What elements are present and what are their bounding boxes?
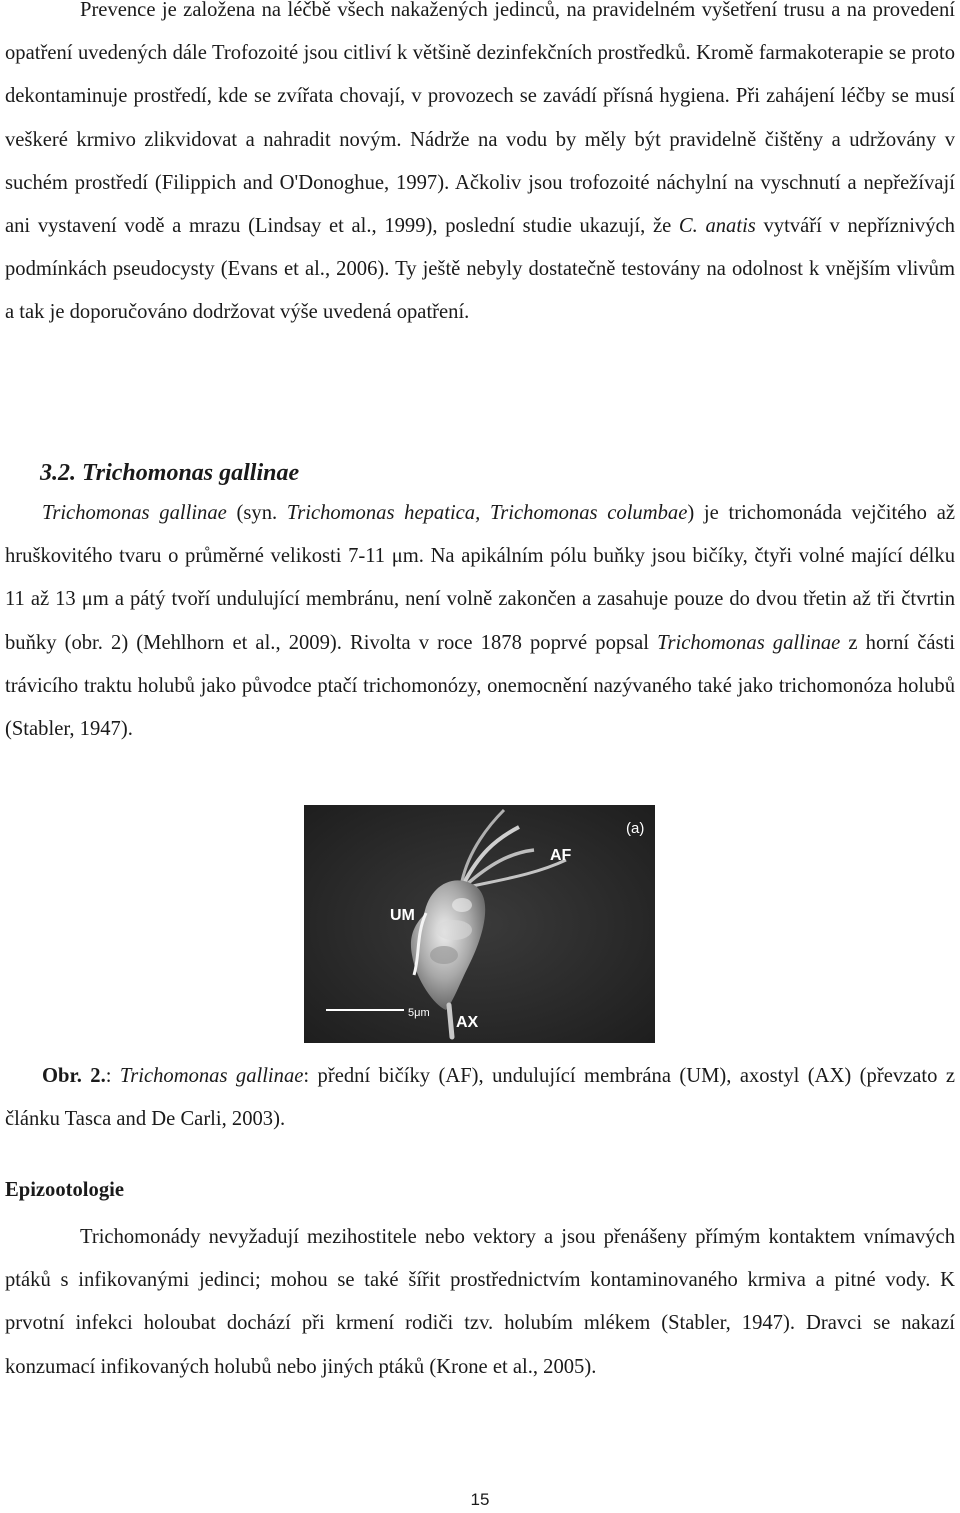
page-number: 15 bbox=[470, 1490, 490, 1509]
cell-texture-shape bbox=[452, 898, 472, 912]
caption-separator: : bbox=[105, 1065, 120, 1087]
paragraph-prevention bbox=[5, 0, 955, 335]
species-name: Trichomonas gallinae bbox=[42, 502, 227, 524]
caption-label: Obr. 2. bbox=[42, 1065, 106, 1087]
cell-texture-shape bbox=[436, 920, 472, 940]
axostyle-shape bbox=[449, 1005, 452, 1037]
cell-texture-shape bbox=[430, 946, 458, 964]
paragraph-epizootology: Trichomonády nevyžadují mezihostitele nebo vektory a jsou přenášeny přímým kontaktem vnímavých ptáků s infikovanými jedinci; mohou se také šířit prostřednictvím kontaminovaného krmiva a pitné vody. K prvotní infekci holoubat dochází při krmení rodiči tzv. holubím mlékem (Stabler, 1947). Dravci se nakazí konzumací infikovaných holubů nebo jiných ptáků (Krone et al., 2005). bbox=[5, 1226, 955, 1378]
species-name: Trichomonas gallinae bbox=[657, 631, 841, 654]
section-heading: 3.2. Trichomonas gallinae bbox=[40, 460, 300, 486]
paragraph-text: Prevence je založena na léčbě všech nakažených jedinců, na pravidelném vyšetření trusu a na provedení opatření uvedených dále Trofozoité jsou citliví k většině dezinfekčních prostředků. Kromě farmakoterapie se proto dekontaminuje prostředí, kde se zvířata chovají, v provozech se zavádí přísná hygiena. Při zahájení léčby se musí veškeré krmivo zlikvidovat a nahradit novým. Nádrže na vodu by měly být pravidelně čištěny a udržovány v suchém prostředí (Filippich and O'Donoghue, 1997). Ačkoliv jsou trofozoité náchylní na vyschnutí a nepřežívají ani vystavení vodě a mrazu (Lindsay et al., 1999), poslední studie ukazují, že bbox=[5, 0, 955, 238]
paragraph-text: (syn. bbox=[226, 502, 287, 524]
paragraph-text: z horní části trávicího traktu holubů jako původce ptačí trichomonózy, onemocnění nazývaného také jako trichomonóza holubů (Stabler, 1947). bbox=[5, 631, 955, 741]
synonym-names: Trichomonas hepatica, Trichomonas columbae bbox=[286, 502, 688, 524]
label-ax: AX bbox=[456, 1014, 479, 1031]
panel-label: (a) bbox=[626, 820, 645, 837]
label-um: UM bbox=[390, 907, 415, 924]
caption-text: : přední bičíky (AF), undulující membrána (UM), axostyl (AX) (převzato z článku Tasca and De Carli, 2003). bbox=[5, 1065, 955, 1131]
paragraph-trichomonas bbox=[5, 492, 955, 751]
paragraph-text: ) je trichomonáda vejčitého až hruškovitého tvaru o průměrné velikosti 7-11 μm. Na apikálním pólu buňky jsou bičíky, čtyři volné mající délku 11 až 13 μm a pátý tvoří undulující membránu, není volně zakončen a zasahuje pouze do dvou třetin až tři čtvrtin buňky (obr. 2) (Mehlhorn et al., 2009). Rivolta v roce 1878 poprvé popsal bbox=[5, 502, 955, 654]
scale-label: 5μm bbox=[408, 1007, 430, 1019]
species-name: Trichomonas gallinae bbox=[119, 1065, 304, 1087]
figure-caption bbox=[5, 1055, 955, 1141]
subsection-heading: Epizootologie bbox=[5, 1179, 124, 1201]
species-name: C. anatis bbox=[678, 215, 756, 238]
paragraph-text: vytváří v nepříznivých podmínkách pseudocysty (Evans et al., 2006). Ty ještě nebyly dostatečně testovány na odolnost k vnějším vlivům a tak je doporučováno dodržovat výše uvedená opatření. bbox=[5, 215, 955, 324]
label-af: AF bbox=[550, 847, 572, 864]
trichomonas-micrograph bbox=[304, 805, 655, 1043]
micrograph-figure bbox=[304, 805, 655, 1043]
